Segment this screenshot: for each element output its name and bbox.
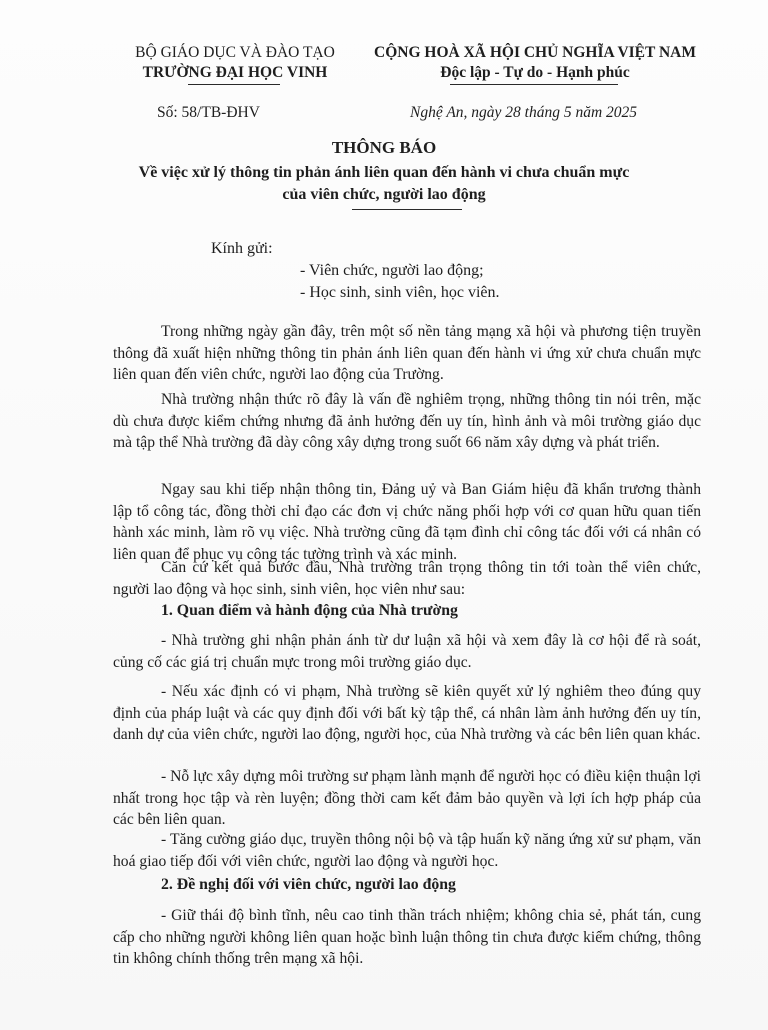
section-1-item: - Nếu xác định có vi phạm, Nhà trường sẽ kiên quyết xử lý nghiêm theo đúng quy định của pháp luật và các quy định đối với bất kỳ tập thể, cá nhân làm ảnh hưởng đến uy tín, danh dự của viên chức, người lao động, người học, của Nhà trường và các bên liên quan khác. [113,683,701,743]
title-underline [352,209,462,210]
paragraph: Nhà trường nhận thức rõ đây là vấn đề nghiêm trọng, những thông tin nói trên, mặc dù chưa được kiểm chứng nhưng đã ảnh hưởng đến uy tín, hình ảnh và môi trường giáo dục mà tập thể Nhà trường đã dày công xây dựng trong suốt 66 năm xây dựng và phát triển. [113,391,701,451]
document-number: Số: 58/TB-ĐHV [157,104,260,121]
paragraph: Ngay sau khi tiếp nhận thông tin, Đảng uỷ và Ban Giám hiệu đã khẩn trương thành lập tổ công tác, đồng thời chỉ đạo các đơn vị chức năng phối hợp với cơ quan hữu quan tiến hành xác minh, làm rõ vụ việc. Nhà trường cũng đã tạm đình chỉ công tác đối với cá nhân có liên quan để phục vụ công tác tường trình và xác minh. [113,481,701,563]
recipients-label: Kính gửi: [211,240,273,257]
country-name: CỘNG HOÀ XÃ HỘI CHỦ NGHĨA VIỆT NAM [374,44,696,61]
section-1-title: 1. Quan điểm và hành động của Nhà trường [161,602,458,619]
section-2-item: - Giữ thái độ bình tĩnh, nêu cao tinh thần trách nhiệm; không chia sẻ, phát tán, cung cấp cho những người không liên quan hoặc bình luận thông tin chưa được kiểm chứng, thông tin không chính thống trên mạng xã hội. [113,907,701,967]
header-left [100,43,370,83]
motto-underline [450,84,618,85]
document-title: THÔNG BÁO [331,138,437,157]
section-2-title: 2. Đề nghị đối với viên chức, người lao động [161,876,456,893]
section-1-item: - Nhà trường ghi nhận phản ánh từ dư luận xã hội và xem đây là cơ hội để rà soát, củng cố các giá trị chuẩn mực trong môi trường giáo dục. [113,632,701,671]
recipient-item: - Viên chức, người lao động; [300,262,484,279]
subtitle-line-2: của viên chức, người lao động [282,186,486,203]
header-right [370,43,700,83]
section-1-item: - Tăng cường giáo dục, truyền thông nội bộ và tập huấn kỹ năng ứng xử sư phạm, văn hoá giao tiếp đối với viên chức, người lao động và người học. [113,831,701,870]
ministry-name: BỘ GIÁO DỤC VÀ ĐÀO TẠO [135,44,335,61]
school-underline [188,84,280,85]
paragraph: Trong những ngày gần đây, trên một số nền tảng mạng xã hội và phương tiện truyền thông đã xuất hiện những thông tin phản ánh liên quan đến hành vi ứng xử chưa chuẩn mực liên quan đến viên chức, người lao động của Trường. [113,323,701,383]
document-subtitle [0,162,768,206]
subtitle-line-1: Về việc xử lý thông tin phản ánh liên quan đến hành vi chưa chuẩn mực [138,164,630,181]
section-1-item: - Nỗ lực xây dựng môi trường sư phạm lành mạnh để người học có điều kiện thuận lợi nhất trong học tập và rèn luyện; đồng thời cam kết đảm bảo quyền và lợi ích hợp pháp của các bên liên quan. [113,768,701,828]
national-motto: Độc lập - Tự do - Hạnh phúc [440,64,630,81]
recipient-item: - Học sinh, sinh viên, học viên. [300,284,500,301]
document-date: Nghệ An, ngày 28 tháng 5 năm 2025 [410,104,638,121]
paragraph: Căn cứ kết quả bước đầu, Nhà trường trân trọng thông tin tới toàn thể viên chức, người lao động và học sinh, sinh viên, học viên như sau: [113,559,701,598]
school-name: TRƯỜNG ĐẠI HỌC VINH [142,64,328,81]
